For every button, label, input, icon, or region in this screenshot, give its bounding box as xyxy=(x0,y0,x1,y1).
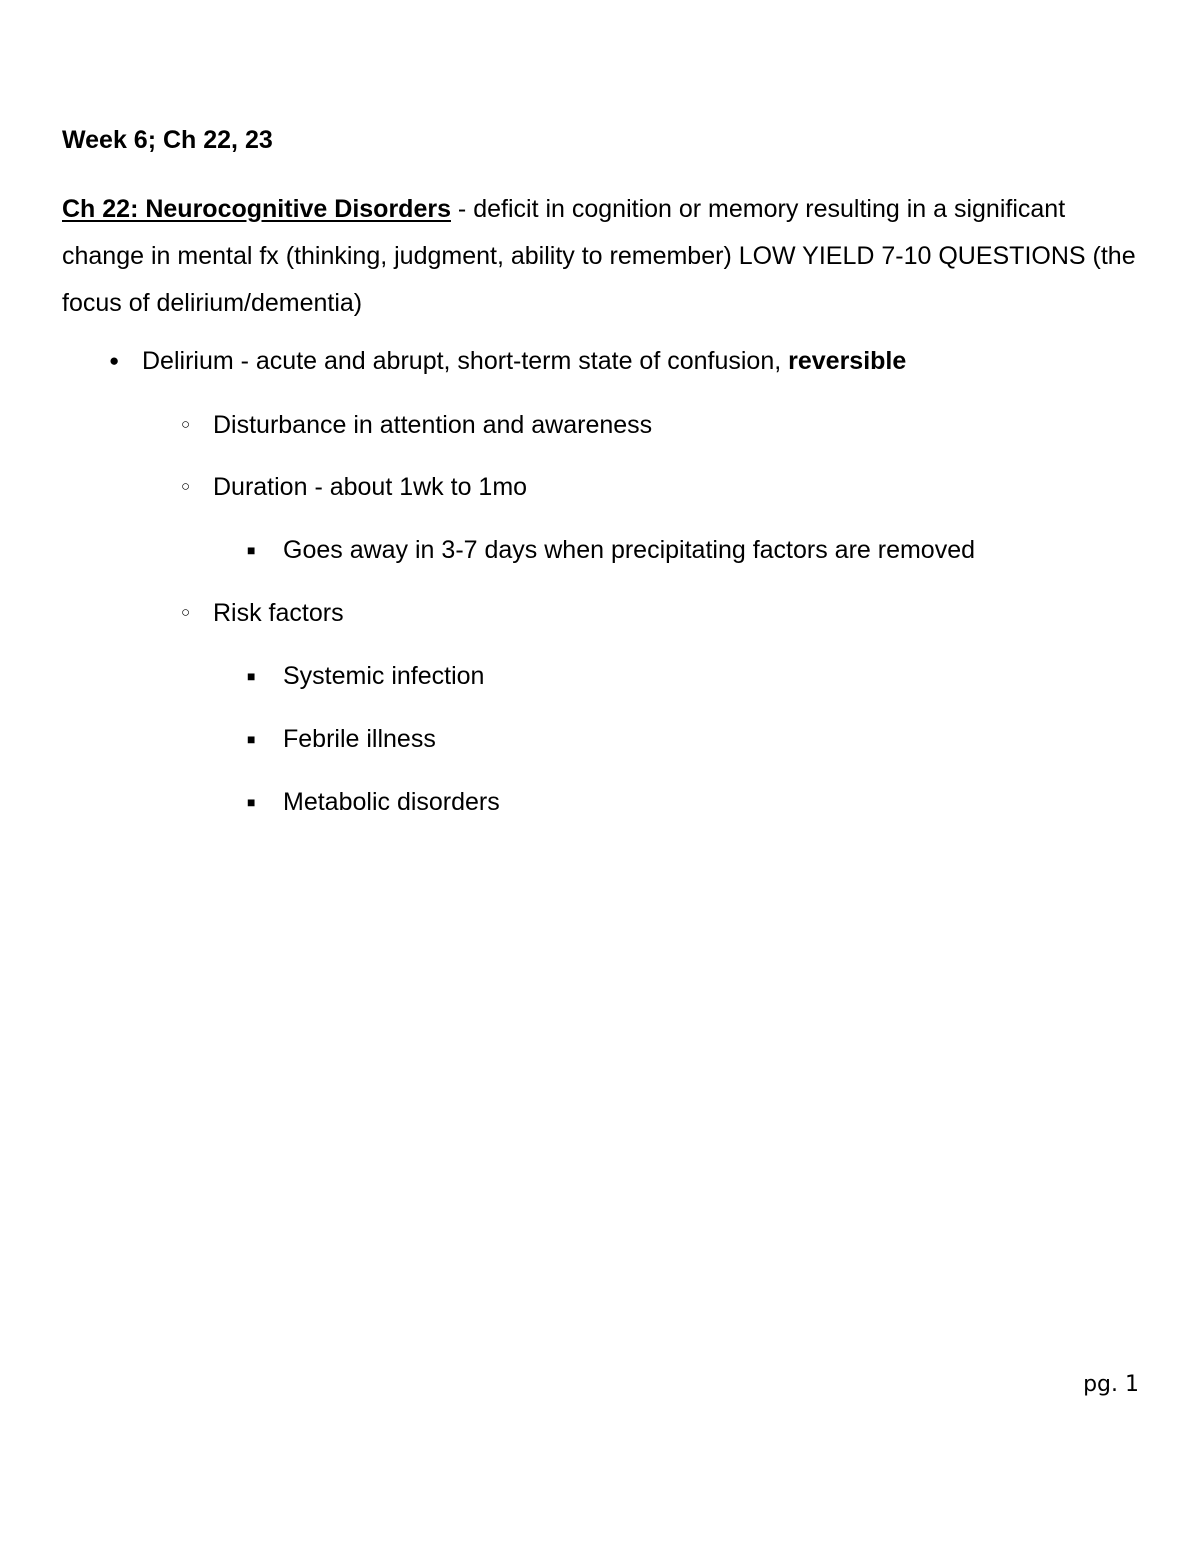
list-item-febrile-illness xyxy=(247,723,436,755)
list-item-attention xyxy=(181,409,653,441)
chapter-heading: Ch 22: Neurocognitive Disorders xyxy=(62,195,451,223)
bullet-circle: ○ xyxy=(181,416,191,433)
bullet-circle: ○ xyxy=(181,604,191,621)
page-number: pg. 1 xyxy=(1083,1372,1139,1397)
list-item-text: Duration - about 1wk to 1mo xyxy=(213,473,528,501)
list-item-text: Risk factors xyxy=(213,599,344,627)
list-item-text: Disturbance in attention and awareness xyxy=(213,411,653,439)
bullet-circle: ○ xyxy=(181,478,191,495)
document-title: Week 6; Ch 22, 23 xyxy=(62,126,273,154)
list-item-text: Goes away in 3-7 days when precipitating factors are removed xyxy=(283,536,976,564)
list-item-duration xyxy=(181,471,528,503)
list-item-text: Delirium - acute and abrupt, short-term state of confusion, xyxy=(142,347,789,375)
bullet-square: ■ xyxy=(247,668,256,684)
list-item-risk-factors xyxy=(181,597,344,629)
bullet-disc: ● xyxy=(109,351,120,370)
list-item-systemic-infection xyxy=(247,660,485,692)
list-item-text: Febrile illness xyxy=(283,725,436,753)
list-item-metabolic-disorders xyxy=(247,786,500,818)
bullet-square: ■ xyxy=(247,794,256,810)
bullet-square: ■ xyxy=(247,731,256,747)
list-item-goes-away xyxy=(247,534,976,566)
list-item-delirium xyxy=(109,345,907,377)
list-item-text: Metabolic disorders xyxy=(283,788,500,816)
intro-text: - deficit in cognition or memory resulting in a significant change in mental fx (thinking, judgment, ability to remember) LOW YIELD 7-10 QUESTIONS (the focus of delirium/dementia) xyxy=(62,195,1136,317)
bullet-square: ■ xyxy=(247,542,256,558)
intro-paragraph xyxy=(62,186,1142,327)
list-item-text: Systemic infection xyxy=(283,662,485,690)
list-item-emphasis: reversible xyxy=(788,347,907,375)
